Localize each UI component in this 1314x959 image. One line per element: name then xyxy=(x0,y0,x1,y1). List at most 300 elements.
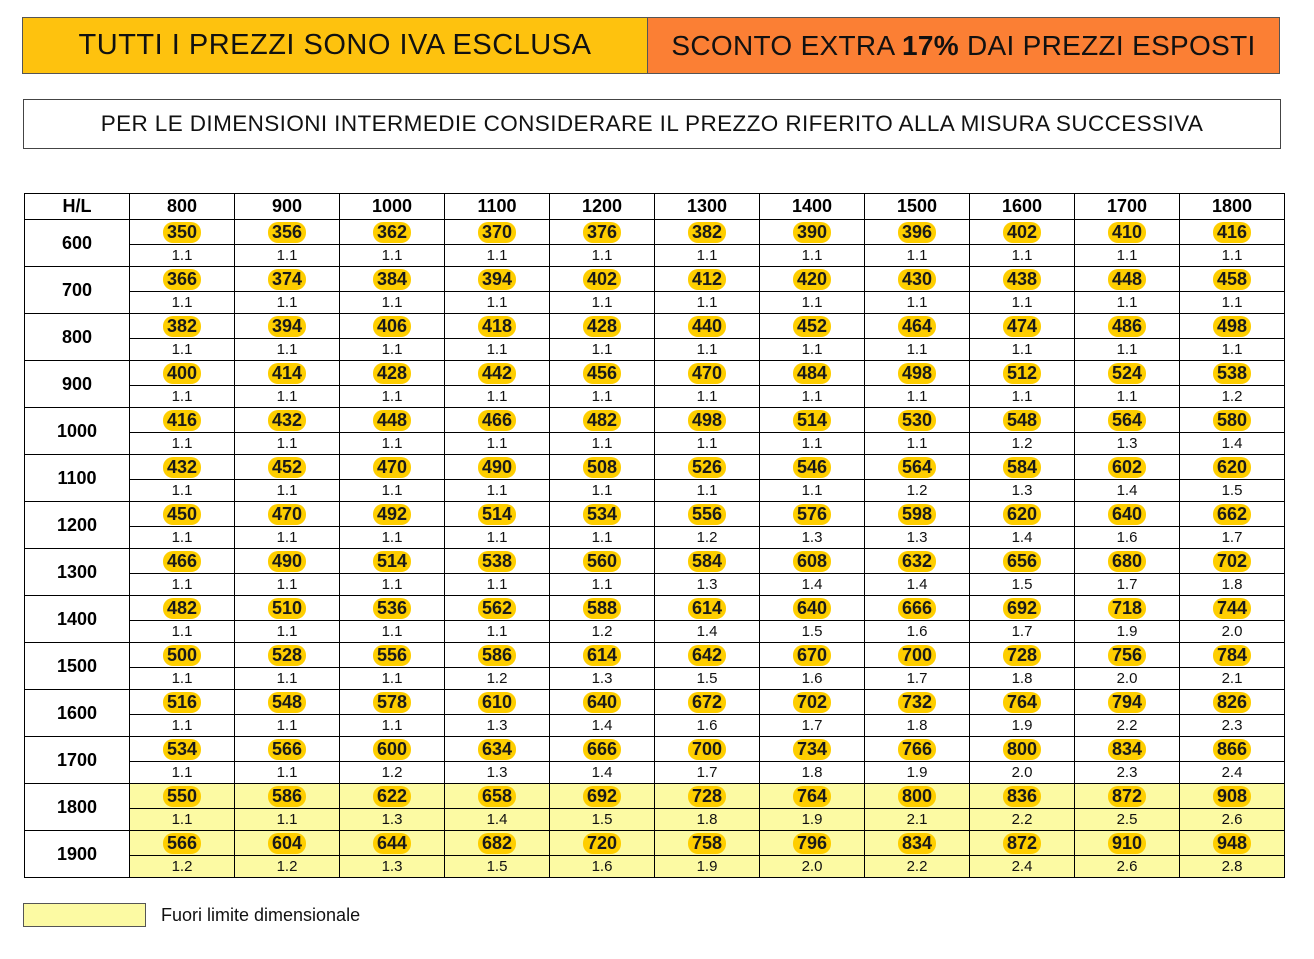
price-value: 550 xyxy=(163,786,201,807)
coefficient-value: 1.4 xyxy=(486,811,508,828)
price-cell xyxy=(445,831,550,878)
price-value: 470 xyxy=(373,457,411,478)
price-value: 498 xyxy=(1213,316,1251,337)
price-value: 406 xyxy=(373,316,411,337)
coefficient-value: 1.1 xyxy=(696,482,718,499)
price-cell xyxy=(655,502,760,549)
coefficient-value: 1.1 xyxy=(696,247,718,264)
price-cell xyxy=(340,502,445,549)
coefficient-value: 1.3 xyxy=(591,670,613,687)
price-cell xyxy=(550,831,655,878)
coefficient-value: 1.1 xyxy=(171,576,193,593)
price-cell xyxy=(550,549,655,596)
price-cell xyxy=(340,596,445,643)
coefficient-value: 1.1 xyxy=(696,294,718,311)
price-cell xyxy=(1075,502,1180,549)
price-cell xyxy=(655,737,760,784)
vat-notice: TUTTI I PREZZI SONO IVA ESCLUSA xyxy=(23,18,648,73)
coefficient-value: 2.2 xyxy=(1011,811,1033,828)
table-row xyxy=(25,455,1285,502)
price-cell xyxy=(130,314,235,361)
price-cell xyxy=(865,502,970,549)
coefficient-value: 1.4 xyxy=(906,576,928,593)
coefficient-value: 1.3 xyxy=(486,764,508,781)
price-cell xyxy=(655,455,760,502)
coefficient-value: 1.1 xyxy=(276,247,298,264)
price-cell xyxy=(760,220,865,267)
coefficient-value: 1.8 xyxy=(906,717,928,734)
coefficient-value: 1.1 xyxy=(486,294,508,311)
price-value: 418 xyxy=(478,316,516,337)
price-value: 546 xyxy=(793,457,831,478)
price-value: 640 xyxy=(583,692,621,713)
legend xyxy=(23,903,360,927)
price-cell xyxy=(1075,267,1180,314)
price-cell xyxy=(130,784,235,831)
price-value: 384 xyxy=(373,269,411,290)
price-value: 826 xyxy=(1213,692,1251,713)
coefficient-value: 2.4 xyxy=(1011,858,1033,875)
coefficient-value: 1.2 xyxy=(906,482,928,499)
price-value: 410 xyxy=(1108,222,1146,243)
price-cell xyxy=(865,455,970,502)
coefficient-value: 1.7 xyxy=(1011,623,1033,640)
price-value: 420 xyxy=(793,269,831,290)
coefficient-value: 1.1 xyxy=(486,341,508,358)
price-cell xyxy=(550,267,655,314)
price-value: 432 xyxy=(163,457,201,478)
coefficient-value: 1.4 xyxy=(591,764,613,781)
price-cell xyxy=(1075,784,1180,831)
price-cell xyxy=(130,643,235,690)
price-cell xyxy=(130,502,235,549)
coefficient-value: 1.7 xyxy=(801,717,823,734)
coefficient-value: 1.1 xyxy=(591,482,613,499)
price-value: 514 xyxy=(373,551,411,572)
price-cell xyxy=(865,737,970,784)
price-cell xyxy=(865,596,970,643)
coefficient-value: 1.1 xyxy=(276,576,298,593)
price-cell xyxy=(340,549,445,596)
price-value: 556 xyxy=(688,504,726,525)
price-value: 586 xyxy=(268,786,306,807)
coefficient-value: 1.6 xyxy=(906,623,928,640)
coefficient-value: 1.1 xyxy=(381,435,403,452)
coefficient-value: 1.5 xyxy=(1011,576,1033,593)
price-cell xyxy=(445,220,550,267)
row-header-height: 1600 xyxy=(25,690,130,737)
row-header-height: 600 xyxy=(25,220,130,267)
coefficient-value: 1.1 xyxy=(801,388,823,405)
coefficient-value: 1.6 xyxy=(696,717,718,734)
price-value: 562 xyxy=(478,598,516,619)
table-row xyxy=(25,361,1285,408)
price-cell xyxy=(1075,408,1180,455)
price-cell xyxy=(445,643,550,690)
price-cell xyxy=(550,502,655,549)
coefficient-value: 1.1 xyxy=(381,482,403,499)
column-header-width: 1100 xyxy=(445,194,550,220)
coefficient-value: 1.1 xyxy=(801,341,823,358)
table-row xyxy=(25,502,1285,549)
coefficient-value: 1.1 xyxy=(591,247,613,264)
coefficient-value: 1.1 xyxy=(171,482,193,499)
column-header-width: 1000 xyxy=(340,194,445,220)
coefficient-value: 1.1 xyxy=(1011,341,1033,358)
price-cell xyxy=(1180,831,1285,878)
price-value: 448 xyxy=(373,410,411,431)
coefficient-value: 2.0 xyxy=(801,858,823,875)
price-cell xyxy=(865,408,970,455)
price-value: 700 xyxy=(688,739,726,760)
coefficient-value: 1.1 xyxy=(1011,294,1033,311)
price-cell xyxy=(1075,690,1180,737)
coefficient-value: 1.1 xyxy=(591,388,613,405)
price-cell xyxy=(445,267,550,314)
price-cell xyxy=(235,455,340,502)
price-cell xyxy=(1180,784,1285,831)
price-cell xyxy=(865,220,970,267)
price-value: 656 xyxy=(1003,551,1041,572)
price-cell xyxy=(445,737,550,784)
coefficient-value: 1.1 xyxy=(276,529,298,546)
coefficient-value: 1.1 xyxy=(696,341,718,358)
legend-label: Fuori limite dimensionale xyxy=(161,904,361,925)
price-value: 450 xyxy=(163,504,201,525)
price-value: 866 xyxy=(1213,739,1251,760)
price-value: 732 xyxy=(898,692,936,713)
price-value: 682 xyxy=(478,833,516,854)
price-cell xyxy=(970,643,1075,690)
price-value: 766 xyxy=(898,739,936,760)
price-cell xyxy=(760,596,865,643)
coefficient-value: 1.1 xyxy=(591,341,613,358)
coefficient-value: 1.1 xyxy=(381,576,403,593)
row-header-height: 1000 xyxy=(25,408,130,455)
price-cell xyxy=(655,690,760,737)
price-value: 362 xyxy=(373,222,411,243)
legend-swatch xyxy=(23,903,146,927)
price-value: 486 xyxy=(1108,316,1146,337)
coefficient-value: 1.5 xyxy=(591,811,613,828)
price-cell xyxy=(1180,690,1285,737)
price-cell xyxy=(760,502,865,549)
price-value: 440 xyxy=(688,316,726,337)
price-cell xyxy=(445,314,550,361)
price-value: 566 xyxy=(268,739,306,760)
coefficient-value: 2.3 xyxy=(1116,764,1138,781)
row-header-height: 1300 xyxy=(25,549,130,596)
price-cell xyxy=(655,361,760,408)
price-cell xyxy=(1075,737,1180,784)
price-value: 402 xyxy=(583,269,621,290)
coefficient-value: 1.5 xyxy=(486,858,508,875)
row-header-height: 700 xyxy=(25,267,130,314)
price-value: 490 xyxy=(268,551,306,572)
price-cell xyxy=(970,831,1075,878)
price-value: 528 xyxy=(268,645,306,666)
table-row xyxy=(25,690,1285,737)
price-value: 620 xyxy=(1213,457,1251,478)
price-value: 834 xyxy=(898,833,936,854)
price-cell xyxy=(1180,220,1285,267)
price-value: 498 xyxy=(898,363,936,384)
coefficient-value: 1.1 xyxy=(381,294,403,311)
coefficient-value: 1.1 xyxy=(696,388,718,405)
coefficient-value: 2.2 xyxy=(906,858,928,875)
coefficient-value: 1.1 xyxy=(486,247,508,264)
price-cell xyxy=(655,831,760,878)
coefficient-value: 1.1 xyxy=(171,388,193,405)
price-cell xyxy=(1180,549,1285,596)
coefficient-value: 1.8 xyxy=(696,811,718,828)
price-value: 474 xyxy=(1003,316,1041,337)
coefficient-value: 1.9 xyxy=(1116,623,1138,640)
price-value: 744 xyxy=(1213,598,1251,619)
price-value: 548 xyxy=(268,692,306,713)
price-cell xyxy=(970,455,1075,502)
price-cell xyxy=(340,314,445,361)
price-cell xyxy=(550,220,655,267)
coefficient-value: 1.2 xyxy=(381,764,403,781)
price-value: 412 xyxy=(688,269,726,290)
price-value: 604 xyxy=(268,833,306,854)
price-cell xyxy=(340,220,445,267)
price-cell xyxy=(235,267,340,314)
price-value: 784 xyxy=(1213,645,1251,666)
price-value: 394 xyxy=(268,316,306,337)
coefficient-value: 1.1 xyxy=(276,482,298,499)
coefficient-value: 1.1 xyxy=(171,764,193,781)
price-cell xyxy=(130,408,235,455)
coefficient-value: 1.1 xyxy=(171,623,193,640)
coefficient-value: 1.8 xyxy=(801,764,823,781)
price-cell xyxy=(760,690,865,737)
table-body xyxy=(25,220,1285,878)
price-cell xyxy=(760,267,865,314)
price-value: 620 xyxy=(1003,504,1041,525)
price-cell xyxy=(550,737,655,784)
coefficient-value: 1.1 xyxy=(906,388,928,405)
price-value: 720 xyxy=(583,833,621,854)
price-value: 794 xyxy=(1108,692,1146,713)
coefficient-value: 1.1 xyxy=(171,294,193,311)
corner-header: H/L xyxy=(25,194,130,220)
table-row xyxy=(25,643,1285,690)
price-value: 728 xyxy=(688,786,726,807)
price-cell xyxy=(970,502,1075,549)
row-header-height: 1500 xyxy=(25,643,130,690)
price-value: 666 xyxy=(898,598,936,619)
price-value: 644 xyxy=(373,833,411,854)
price-table xyxy=(24,193,1285,878)
coefficient-value: 1.3 xyxy=(381,858,403,875)
price-value: 430 xyxy=(898,269,936,290)
price-value: 452 xyxy=(268,457,306,478)
price-value: 692 xyxy=(1003,598,1041,619)
price-value: 534 xyxy=(163,739,201,760)
coefficient-value: 1.1 xyxy=(276,670,298,687)
discount-percent: 17% xyxy=(901,29,959,61)
price-value: 390 xyxy=(793,222,831,243)
price-cell xyxy=(550,643,655,690)
price-value: 658 xyxy=(478,786,516,807)
price-cell xyxy=(760,361,865,408)
price-cell xyxy=(1075,549,1180,596)
coefficient-value: 1.1 xyxy=(801,247,823,264)
table-row xyxy=(25,408,1285,455)
price-value: 872 xyxy=(1003,833,1041,854)
price-value: 662 xyxy=(1213,504,1251,525)
price-value: 394 xyxy=(478,269,516,290)
price-value: 350 xyxy=(163,222,201,243)
coefficient-value: 1.1 xyxy=(486,388,508,405)
price-cell xyxy=(445,596,550,643)
coefficient-value: 1.7 xyxy=(906,670,928,687)
price-cell xyxy=(655,643,760,690)
price-value: 584 xyxy=(1003,457,1041,478)
price-cell xyxy=(550,408,655,455)
coefficient-value: 1.1 xyxy=(381,341,403,358)
price-cell xyxy=(1075,455,1180,502)
price-cell xyxy=(445,502,550,549)
price-value: 516 xyxy=(163,692,201,713)
coefficient-value: 1.5 xyxy=(801,623,823,640)
coefficient-value: 1.7 xyxy=(696,764,718,781)
coefficient-value: 1.1 xyxy=(171,529,193,546)
price-cell xyxy=(550,361,655,408)
coefficient-value: 1.1 xyxy=(1116,341,1138,358)
price-value: 758 xyxy=(688,833,726,854)
price-cell xyxy=(970,267,1075,314)
price-cell xyxy=(1180,643,1285,690)
price-value: 512 xyxy=(1003,363,1041,384)
price-cell xyxy=(445,690,550,737)
coefficient-value: 1.3 xyxy=(1116,435,1138,452)
coefficient-value: 1.1 xyxy=(276,435,298,452)
row-header-height: 800 xyxy=(25,314,130,361)
price-cell xyxy=(445,408,550,455)
price-cell xyxy=(1180,455,1285,502)
coefficient-value: 1.1 xyxy=(171,811,193,828)
price-value: 756 xyxy=(1108,645,1146,666)
price-value: 452 xyxy=(793,316,831,337)
price-value: 702 xyxy=(1213,551,1251,572)
coefficient-value: 1.9 xyxy=(1011,717,1033,734)
discount-suffix: DAI PREZZI ESPOSTI xyxy=(958,29,1256,61)
price-cell xyxy=(340,784,445,831)
coefficient-value: 1.1 xyxy=(381,623,403,640)
row-header-height: 1200 xyxy=(25,502,130,549)
price-cell xyxy=(865,784,970,831)
coefficient-value: 2.0 xyxy=(1221,623,1243,640)
price-cell xyxy=(340,690,445,737)
coefficient-value: 1.1 xyxy=(171,670,193,687)
price-value: 448 xyxy=(1108,269,1146,290)
price-cell xyxy=(1180,408,1285,455)
price-value: 796 xyxy=(793,833,831,854)
price-cell xyxy=(970,690,1075,737)
price-value: 634 xyxy=(478,739,516,760)
price-cell xyxy=(340,361,445,408)
table-row xyxy=(25,596,1285,643)
price-value: 400 xyxy=(163,363,201,384)
price-value: 548 xyxy=(1003,410,1041,431)
price-value: 640 xyxy=(1108,504,1146,525)
price-value: 728 xyxy=(1003,645,1041,666)
price-value: 700 xyxy=(898,645,936,666)
price-value: 836 xyxy=(1003,786,1041,807)
table-row xyxy=(25,549,1285,596)
price-cell xyxy=(970,220,1075,267)
coefficient-value: 1.1 xyxy=(696,435,718,452)
price-value: 508 xyxy=(583,457,621,478)
coefficient-value: 1.3 xyxy=(1011,482,1033,499)
price-cell xyxy=(655,784,760,831)
coefficient-value: 1.9 xyxy=(906,764,928,781)
price-value: 466 xyxy=(478,410,516,431)
price-cell xyxy=(550,690,655,737)
coefficient-value: 1.1 xyxy=(486,435,508,452)
price-cell xyxy=(445,455,550,502)
price-cell xyxy=(235,831,340,878)
price-value: 382 xyxy=(163,316,201,337)
coefficient-value: 1.3 xyxy=(486,717,508,734)
price-value: 414 xyxy=(268,363,306,384)
price-cell xyxy=(550,314,655,361)
price-value: 692 xyxy=(583,786,621,807)
table-row xyxy=(25,831,1285,878)
price-value: 416 xyxy=(163,410,201,431)
price-value: 484 xyxy=(793,363,831,384)
price-cell xyxy=(550,596,655,643)
coefficient-value: 1.4 xyxy=(591,717,613,734)
coefficient-value: 1.1 xyxy=(171,717,193,734)
column-header-width: 1800 xyxy=(1180,194,1285,220)
coefficient-value: 1.2 xyxy=(696,529,718,546)
price-value: 584 xyxy=(688,551,726,572)
price-cell xyxy=(970,549,1075,596)
coefficient-value: 1.7 xyxy=(1221,529,1243,546)
coefficient-value: 1.1 xyxy=(1221,294,1243,311)
price-value: 560 xyxy=(583,551,621,572)
price-value: 402 xyxy=(1003,222,1041,243)
price-cell xyxy=(340,831,445,878)
price-cell xyxy=(760,643,865,690)
coefficient-value: 1.1 xyxy=(591,294,613,311)
price-value: 482 xyxy=(163,598,201,619)
price-cell xyxy=(1075,643,1180,690)
coefficient-value: 2.5 xyxy=(1116,811,1138,828)
row-header-height: 1100 xyxy=(25,455,130,502)
price-value: 600 xyxy=(373,739,411,760)
price-value: 530 xyxy=(898,410,936,431)
price-cell xyxy=(235,643,340,690)
column-header-width: 1300 xyxy=(655,194,760,220)
price-value: 672 xyxy=(688,692,726,713)
price-value: 526 xyxy=(688,457,726,478)
coefficient-value: 1.1 xyxy=(486,482,508,499)
coefficient-value: 2.6 xyxy=(1221,811,1243,828)
price-cell xyxy=(1180,502,1285,549)
coefficient-value: 1.1 xyxy=(381,388,403,405)
price-cell xyxy=(235,361,340,408)
price-value: 908 xyxy=(1213,786,1251,807)
coefficient-value: 1.5 xyxy=(1221,482,1243,499)
table-header-row xyxy=(25,194,1285,220)
row-header-height: 1700 xyxy=(25,737,130,784)
table-row xyxy=(25,314,1285,361)
